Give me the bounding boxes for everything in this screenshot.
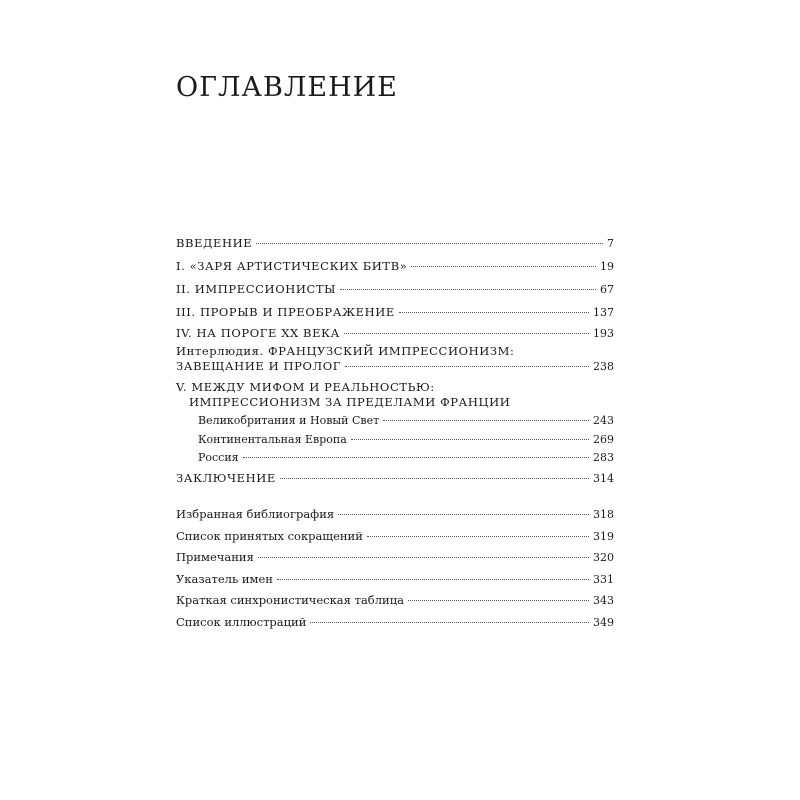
toc-page-number: 314 [593, 472, 614, 485]
toc-entry-title: Список принятых сокращений [176, 529, 363, 543]
toc-entry-title: Континентальная Европа [198, 433, 347, 446]
leader-dots [340, 288, 596, 290]
toc-subentry-europe[interactable] [198, 432, 614, 447]
toc-entry-title: Великобритания и Новый Свет [198, 414, 380, 427]
toc-entry-title: III. ПРОРЫВ И ПРЕОБРАЖЕНИЕ [176, 305, 395, 319]
leader-dots [367, 535, 589, 537]
toc-page-number: 238 [593, 360, 614, 373]
leader-dots [258, 556, 589, 558]
toc-page-number: 137 [593, 306, 614, 319]
toc-entry-chapter-2[interactable] [176, 282, 614, 297]
toc-entry-chapter-3[interactable] [176, 305, 614, 320]
leader-dots [399, 311, 589, 313]
toc-entry-interlude[interactable] [176, 344, 614, 374]
toc-entry-title: II. ИМПРЕССИОНИСТЫ [176, 282, 337, 296]
leader-dots [383, 419, 589, 421]
toc-entry-name-index[interactable] [176, 572, 614, 587]
toc-entry-chapter-5[interactable] [176, 380, 614, 410]
toc-entry-conclusion[interactable] [176, 471, 614, 486]
toc-entry-title-line2: ИМПРЕССИОНИЗМ ЗА ПРЕДЕЛАМИ ФРАНЦИИ [189, 395, 511, 409]
toc-entry-title-line2: ЗАВЕЩАНИЕ И ПРОЛОГ [176, 359, 341, 373]
leader-dots [243, 456, 589, 458]
page-title: ОГЛАВЛЕНИЕ [176, 72, 398, 103]
toc-entry-chapter-4[interactable] [176, 326, 614, 341]
toc-entry-title: Избранная библиография [176, 507, 335, 521]
leader-dots [256, 242, 603, 244]
leader-dots [351, 438, 589, 440]
toc-page-number: 7 [607, 237, 614, 250]
toc-entry-abbreviations[interactable] [176, 529, 614, 544]
leader-dots [277, 578, 589, 580]
toc-page-number: 193 [593, 327, 614, 340]
toc-entry-synchronistic-table[interactable] [176, 593, 614, 608]
leader-dots [280, 477, 589, 479]
toc-page-number: 319 [593, 530, 614, 543]
toc-entry-chapter-1[interactable] [176, 259, 614, 274]
toc-entry-title: Указатель имен [176, 572, 273, 586]
toc-page-number: 269 [593, 433, 614, 446]
leader-dots [344, 332, 589, 334]
leader-dots [411, 265, 596, 267]
leader-dots [345, 365, 589, 367]
toc-page-number: 349 [593, 616, 614, 629]
toc-page-number: 320 [593, 551, 614, 564]
toc-entry-introduction[interactable] [176, 236, 614, 251]
toc-entry-title: Россия [198, 451, 239, 464]
toc-entry-title: I. «ЗАРЯ АРТИСТИЧЕСКИХ БИТВ» [176, 259, 408, 273]
toc-entry-title: V. МЕЖДУ МИФОМ И РЕАЛЬНОСТЬЮ: [176, 380, 435, 394]
toc-page-number: 67 [600, 283, 614, 296]
toc-entry-title: Интерлюдия. ФРАНЦУЗСКИЙ ИМПРЕССИОНИЗМ: [176, 344, 515, 358]
toc-page-number: 283 [593, 451, 614, 464]
toc-page-number: 243 [593, 414, 614, 427]
toc-entry-notes[interactable] [176, 550, 614, 565]
toc-entry-title: ЗАКЛЮЧЕНИЕ [176, 471, 276, 485]
leader-dots [310, 621, 589, 623]
toc-page-number: 331 [593, 573, 614, 586]
toc-page-number: 343 [593, 594, 614, 607]
toc-entry-title: Краткая синхронистическая таблица [176, 593, 404, 607]
toc-entry-title: ВВЕДЕНИЕ [176, 236, 253, 250]
toc-entry-title: Примечания [176, 550, 254, 564]
toc-entry-bibliography[interactable] [176, 507, 614, 522]
toc-subentry-britain[interactable] [198, 413, 614, 428]
leader-dots [338, 513, 589, 515]
toc-entry-illustrations[interactable] [176, 615, 614, 630]
toc-page-number: 318 [593, 508, 614, 521]
toc-entry-title: IV. НА ПОРОГЕ XX ВЕКА [176, 326, 340, 340]
toc-page-number: 19 [600, 260, 614, 273]
toc-entry-title: Список иллюстраций [176, 615, 307, 629]
toc-subentry-russia[interactable] [198, 450, 614, 465]
leader-dots [408, 599, 589, 601]
